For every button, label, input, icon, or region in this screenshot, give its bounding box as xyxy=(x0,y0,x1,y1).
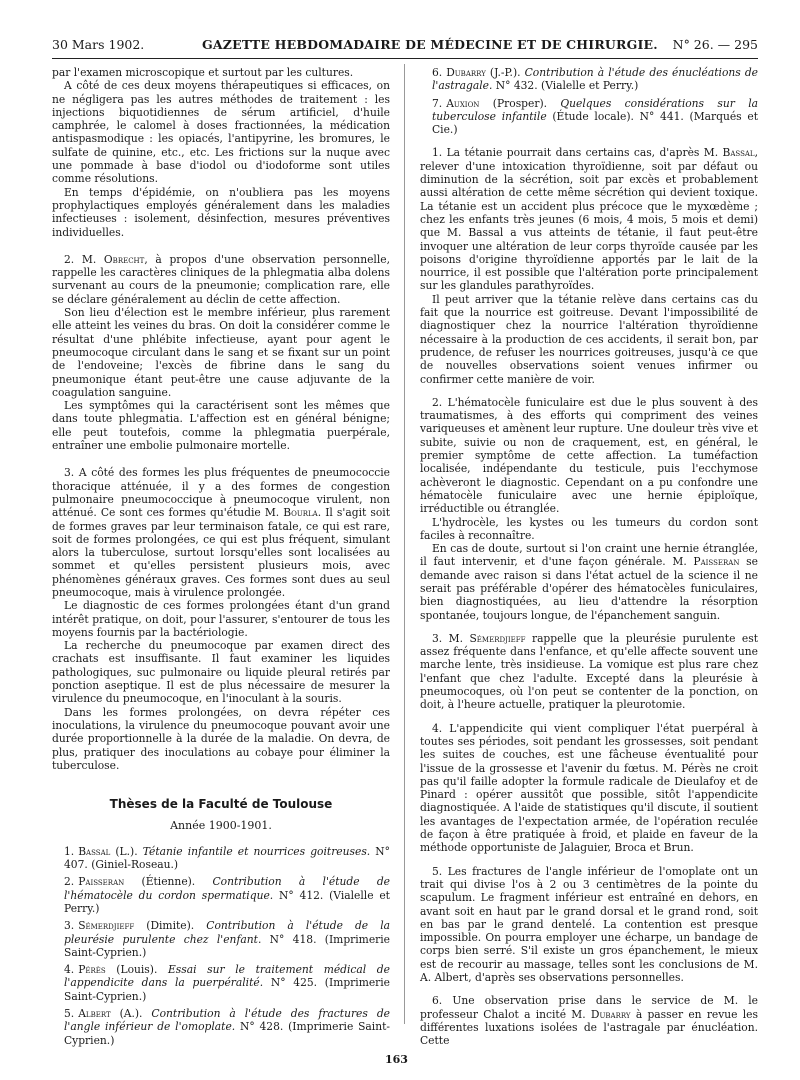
header-issue-page: N° 26. — 295 xyxy=(672,37,758,52)
paragraph-text: En cas de doute, surtout si l'on craint une hernie étranglée, il faut intervenir, et d'une façon générale. M. xyxy=(420,542,758,569)
entry-number: 2. xyxy=(64,875,75,889)
thesis-entry xyxy=(420,97,758,137)
author-initials: (L.). xyxy=(110,844,143,858)
entry-number: 1. xyxy=(64,844,75,858)
paragraph: 2. L'hématocèle funiculaire est due le plus souvent à des traumatismes, à des efforts qui compriment des veines variqueuses et amènent leur rupture. Une douleur très vive et subite, suivie ou non de craquement, est, en général, le premier symptôme de cette affection. La tuméfaction localisée, indépendante du testicule, puis l'ecchymose achèveront le diagnostic. Cependant on a pu confondre une hématocèle funiculaire avec une hernie épiploïque, irréductible ou étranglée. xyxy=(420,395,758,516)
thesis-title: Tétanie infantile et nourrices goitreuses. xyxy=(142,844,371,858)
entry-number: 5. xyxy=(64,1007,75,1020)
author-name: Dubarry xyxy=(590,1007,631,1021)
paragraph xyxy=(420,146,758,292)
thesis-entry xyxy=(52,1007,390,1047)
paragraph: 4. L'appendicite qui vient compliquer l'état puerpéral à toutes ses périodes, soit pendant les grossesses, soit pendant les suites de couches, est une fâcheuse éventualité pour l'issue de la grossesse et l'avenir du fœtus. M. Pérès ne croit pas qu'il faille adopter la formule radicale de Dieulafoy et de Pinard : opérer aussitôt que possible, sitôt l'appendicite diagnostiquée. A l'aide de statistiques qu'il discute, il soutient les avantages de l'expectation armée, de l'opération reculée de façon à être pratiquée à froid, et plaide en faveur de la méthode opportuniste de Jalaguier, Broca et Brun. xyxy=(420,721,758,855)
thesis-list xyxy=(420,66,758,136)
paragraph: Les symptômes qui la caractérisent sont les mêmes que dans toute phlegmatia. L'affection est en général bénigne; elle peut toutefois, comme la phlegmatia puerpérale, entraîner une embolie pulmonaire mortelle. xyxy=(52,399,390,453)
entry-number: 6. xyxy=(432,66,443,79)
author-name: Bassal xyxy=(78,844,111,858)
author-name: Auxion xyxy=(446,96,480,110)
thesis-entry xyxy=(420,66,758,93)
thesis-details: (Étude locale). N° 441. (Marqués et Cie.) xyxy=(432,109,758,137)
author-name: Pérès xyxy=(78,963,106,977)
paragraph-text: rappelle que la pleurésie purulente est assez fréquente dans l'enfance, et qu'elle affecte souvent une marche lente, très insidieuse. La vomique est plus rare chez l'enfant que chez l'adulte. Excepté dans la pleurésie à pneumocoques, où l'on peut se contenter de la ponction, on doit, à l'heure actuelle, pratiquer la pleurotomie. xyxy=(420,631,758,712)
author-name: Paisseran xyxy=(78,875,125,889)
paragraph xyxy=(52,466,390,599)
thesis-details: N° 428. (Imprimerie Saint-Cyprien.) xyxy=(64,1020,390,1047)
paragraph: En temps d'épidémie, on n'oubliera pas les moyens prophylactiques employés généralement dans les maladies infectieuses : isolement, désinfection, mesures préventives individuelles. xyxy=(52,185,390,239)
thesis-details: N° 412. (Vialelle et Perry.) xyxy=(64,888,390,915)
paragraph-text: , relever d'une intoxication thyroïdienne, soit par défaut ou diminution de la sécrétion, soit par excès et probablement aussi altération de cette même sécrétion qui devient toxique. La tétanie est un accident plus précoce que le myxœdème ; chez les enfants très jeunes (6 mois, 4 mois, 5 mois et demi) que M. Bassal a vus atteints de tétanie, il faut peut-être invoquer une altération de leur corps thyroïde causée par les poisons d'origine thyroïdienne apportés par le lait de la nourrice, il est possible que l'altération porte principalement sur les glandules parathyroïdes. xyxy=(420,146,758,293)
column-divider xyxy=(404,64,405,1024)
thesis-title: Essai sur le traitement médical de l'appendicite dans la puerpéralité. xyxy=(64,963,390,990)
author-name: Sémerdjieff xyxy=(469,631,526,645)
paragraph-text: 3. A côté des formes les plus fréquentes de pneumococcie thoracique atténuée, il y a des formes de congestion pulmonaire pneumococcique à pneumocoque virulent, non atténué. Ce sont ces formes qu'étudie M. xyxy=(52,466,390,520)
thesis-title: Contribution à l'étude de l'hématocèle du cordon spermatique. xyxy=(64,875,390,902)
author-name: M. Obrecht xyxy=(81,252,145,266)
paragraph: L'hydrocèle, les kystes ou les tumeurs du cordon sont faciles à reconnaître. xyxy=(420,515,758,542)
paragraph-text: à passer en revue les différentes luxations isolées de l'astragale par énucléation. Cette xyxy=(420,1007,758,1048)
paragraph-text: 3. M. xyxy=(432,631,470,645)
header-journal-title: GAZETTE HEBDOMADAIRE DE MÉDECINE ET DE CHIRURGIE. xyxy=(202,37,658,52)
thesis-details: N° 425. (Imprimerie Saint-Cyprien.) xyxy=(64,976,391,1003)
paragraph xyxy=(420,994,758,1047)
author-name: Paisseran xyxy=(693,555,740,569)
author-initials: (J.-P.). xyxy=(485,66,525,79)
item-number: 2. xyxy=(64,252,75,266)
page-folio: 163 xyxy=(385,1053,408,1066)
paragraph: Son lieu d'élection est le membre inférieur, plus rarement elle atteint les veines du bras. On doit la considérer comme le résultat d'une phlébite infectieuse, ayant pour agent le pneumocoque circulant dans le sang et se fixant sur un point de l'endoveine; l'excès de fibrine dans le sang du pneumonique étant peut-être une cause adjuvante de la coagulation sanguine. xyxy=(52,306,390,399)
paragraph-text: 1. La tétanie pourrait dans certains cas, d'après M. xyxy=(432,146,723,160)
paragraph: 5. Les fractures de l'angle inférieur de l'omoplate ont un trait qui divise l'os à 2 ou 3 centimètres de la pointe du scapulum. Le fragment inférieur est entraîné en dehors, en avant soit en haut par le grand dorsal et le grand rond, soit en bas par le grand dentelé. La contention est presque impossible. On pourra employer une écharpe, un bandage de corps bien serré. S'il existe un gros épanchement, le mieux est de recourir au massage, telles sont les conclusions de M. A. Albert, d'après ses observations personnelles. xyxy=(420,864,758,984)
thesis-details: N° 407. (Giniel-Roseau.) xyxy=(64,844,391,872)
section-year: Année 1900-1901. xyxy=(170,819,272,833)
header-date: 30 Mars 1902. xyxy=(52,37,145,52)
paragraph: Le diagnostic de ces formes prolongées étant d'un grand intérêt pratique, on doit, pour l'assurer, s'entourer de tous les moyens fournis par la bactériologie. xyxy=(52,599,390,639)
paragraph: Dans les formes prolongées, on devra répéter ces inoculations, la virulence du pneumocoque pouvant avoir une durée proportionnelle à la durée de la maladie. On devra, de plus, pratiquer des inoculations au cobaye pour éliminer la tuberculose. xyxy=(52,705,390,772)
author-name: Bourla xyxy=(283,506,318,520)
header-rule xyxy=(52,58,758,59)
thesis-details: N° 418. (Imprimerie Saint-Cyprien.) xyxy=(64,932,390,959)
author-initials: (Dimite). xyxy=(134,919,207,933)
thesis-list xyxy=(52,845,390,1047)
thesis-entry xyxy=(52,919,390,959)
paragraph xyxy=(52,253,390,306)
thesis-details: N° 432. (Vialelle et Perry.) xyxy=(492,79,639,93)
thesis-entry xyxy=(52,875,390,915)
paragraph-text: 6. Une observation prise dans le service de M. le professeur Chalot a incité M. xyxy=(420,994,758,1021)
thesis-title: Quelques considérations sur la tuberculose infantile xyxy=(432,96,759,123)
author-name: Dubarry xyxy=(446,66,486,79)
entry-number: 3. xyxy=(64,919,75,933)
paragraph-text: . Il s'agit soit de formes graves par leur terminaison fatale, ce qui est rare, soit de formes prolongées, ce qui est plus fréquent, simulant alors la tuberculose, surtout lorsqu'elles sont localisées au sommet et qu'elles persistent plusieurs mois, avec phénomènes généraux graves. Ces formes sont dues au seul pneumocoque, mais à virulence prolongée. xyxy=(52,506,390,599)
entry-number: 7. xyxy=(432,96,443,110)
author-initials: (Louis). xyxy=(105,963,168,977)
thesis-title: Contribution à l'étude de la pleurésie purulente chez l'enfant. xyxy=(64,919,390,946)
author-name: Albert xyxy=(78,1007,111,1020)
running-header xyxy=(52,37,758,63)
paragraph-text: se demande avec raison si dans l'état actuel de la science il ne serait pas préférable d'opérer des hématocèles funiculaires, bien diagnostiquées, au lieu d'attendre la résorption spontanée, toujours longue, de l'épanchement sanguin. xyxy=(420,555,758,622)
entry-number: 4. xyxy=(64,963,75,977)
paragraph xyxy=(420,632,758,712)
right-column xyxy=(420,66,758,1047)
paragraph xyxy=(420,542,758,622)
author-initials: (A.). xyxy=(110,1007,152,1020)
author-initials: (Prosper). xyxy=(479,96,561,110)
paragraph: La recherche du pneumocoque par examen direct des crachats est insuffisante. Il faut examiner les liquides pathologiques, suc pulmonaire ou liquide pleural retirés par ponction aseptique. Il est de plus nécessaire de mesurer la virulence du pneumocoque, en l'inoculant à la souris. xyxy=(52,639,390,706)
author-name: Bassal xyxy=(722,146,755,160)
thesis-title: Contribution à l'étude des énucléations de l'astragale. xyxy=(432,66,758,93)
left-column xyxy=(52,66,390,1051)
author-initials: (Étienne). xyxy=(124,875,213,889)
paragraph: A côté de ces deux moyens thérapeutiques si efficaces, on ne négligera pas les autres méthodes de traitement : les injections biquotidiennes de sérum artificiel, d'huile camphrée, le calomel à doses fractionnées, la médication antispasmodique : les opiacés, l'antipyrine, les bromures, le sulfate de quinine, etc., etc. Les frictions sur la nuque avec une pommade à base d'iodol ou d'iodoforme sont utiles comme résolutions. xyxy=(52,79,390,186)
paragraph-text: , à propos d'une observation personnelle, rappelle les caractères cliniques de la phlegmatia alba dolens survenant au cours de la pneumonie; complication rare, elle se déclare généralement au déclin de cette affection. xyxy=(52,252,390,306)
thesis-entry xyxy=(52,963,390,1003)
paragraph: par l'examen microscopique et surtout par les cultures. xyxy=(52,66,354,79)
author-name: Sémerdjieff xyxy=(78,919,135,933)
thesis-entry xyxy=(52,845,390,872)
paragraph: Il peut arriver que la tétanie relève dans certains cas du fait que la nourrice est goitreuse. Devant l'impossibilité de diagnostiquer chez la nourrice l'altération thyroïdienne nécessaire à la production de ces accidents, il serait bon, par prudence, de refuser les nourrices goitreuses, jusqu'à ce que de nouvelles observations soient venues infirmer ou confirmer cette manière de voir. xyxy=(420,292,758,386)
thesis-title: Contribution à l'étude des fractures de l'angle inférieur de l'omoplate. xyxy=(64,1007,390,1034)
section-title: Thèses de la Faculté de Toulouse xyxy=(109,797,333,812)
